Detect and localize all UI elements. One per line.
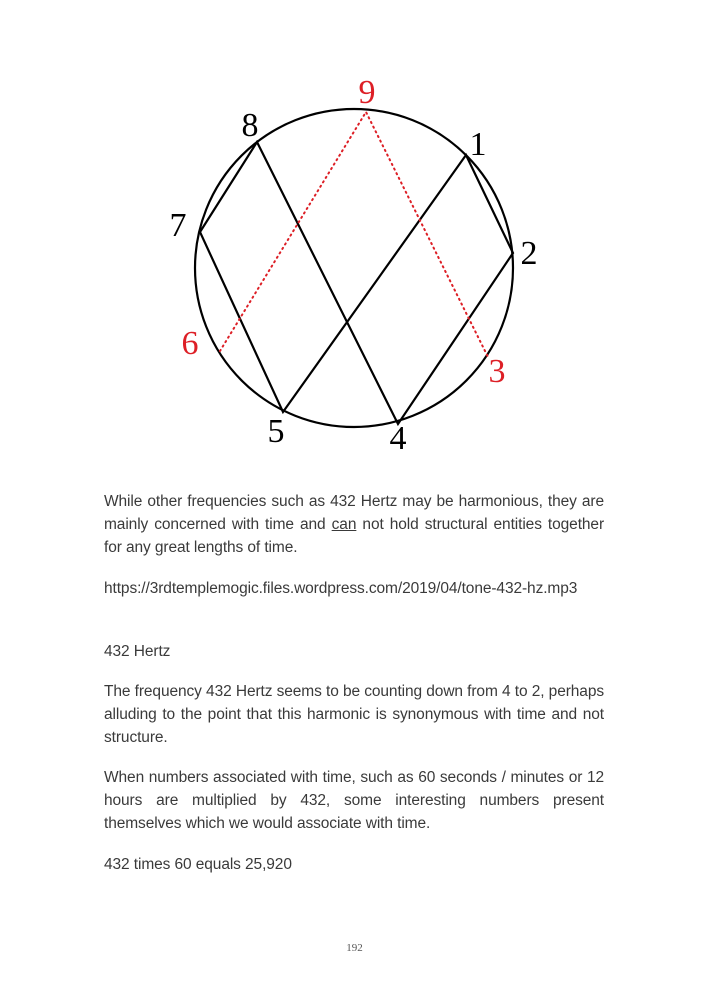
audio-link-text[interactable]: https://3rdtemplemogic.files.wordpress.com/2019/04/tone-432-hz.mp3 <box>104 580 578 597</box>
point-label-9: 9 <box>358 74 376 111</box>
point-label-6: 6 <box>181 325 199 362</box>
paragraph-time-numbers: When numbers associated with time, such as 60 seconds / minutes or 12 hours are multiplied by 432, some interesting numbers present themselves which we would associate with time. <box>104 769 604 832</box>
point-label-1: 1 <box>469 126 487 163</box>
heading-432-hertz: 432 Hertz <box>104 643 171 660</box>
point-label-4: 4 <box>389 420 407 457</box>
point-label-2: 2 <box>520 235 538 272</box>
underlined-word: can <box>331 516 357 533</box>
point-label-8: 8 <box>241 107 259 144</box>
point-label-5: 5 <box>267 413 285 450</box>
paragraph-calculation: 432 times 60 equals 25,920 <box>104 856 292 873</box>
point-label-3: 3 <box>488 353 506 390</box>
paragraph-harmonious: While other frequencies such as 432 Hertz may be harmonious, they are mainly concerned with time and can not hold structural entities together for any great lengths of time. <box>104 493 604 556</box>
paragraph-counting-down: The frequency 432 Hertz seems to be counting down from 4 to 2, perhaps alluding to the point that this harmonic is synonymous with time and not structure. <box>104 683 604 746</box>
point-label-7: 7 <box>169 207 187 244</box>
page-number: 192 <box>346 942 363 954</box>
enneagram-diagram <box>0 0 709 470</box>
